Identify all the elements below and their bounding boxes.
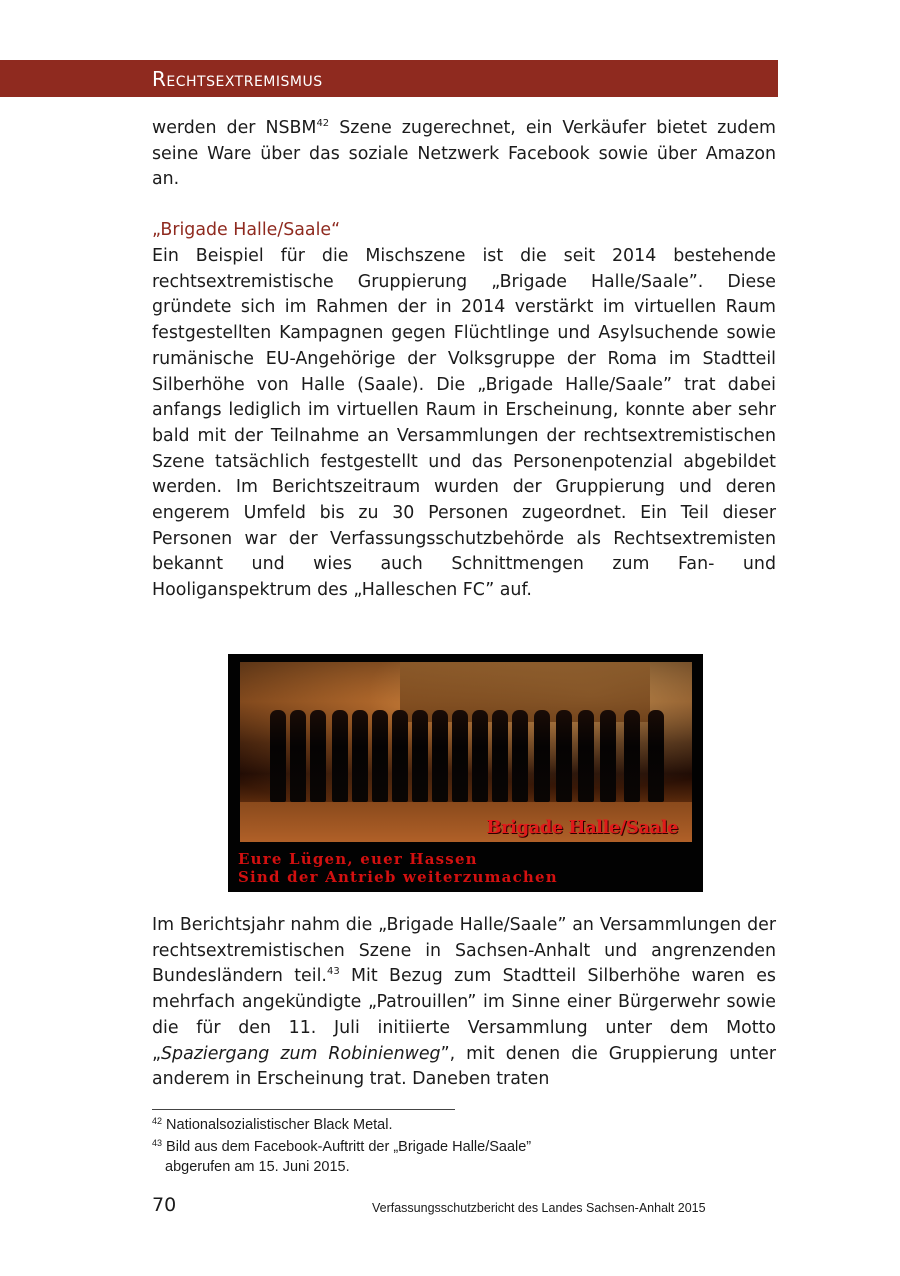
photo-person [492, 710, 508, 802]
photo-person [624, 710, 640, 802]
footnote-42 [152, 1115, 393, 1135]
photo-person [452, 710, 468, 802]
footnote-text: Bild aus dem Facebook-Auftritt der „Brigade Halle/Saale” [166, 1139, 532, 1155]
photo-person [648, 710, 664, 802]
photo-person [270, 710, 286, 802]
footnote-text: Nationalsozialistischer Black Metal. [166, 1117, 393, 1133]
photo-person [372, 710, 388, 802]
page-number: 70 [152, 1194, 177, 1216]
photo-brigade-label: Brigade Halle/Saale [486, 817, 678, 838]
photo-person [556, 710, 572, 802]
chapter-title: Rechtsextremismus [152, 67, 323, 91]
photo-scene [240, 662, 692, 842]
photo-person [512, 710, 528, 802]
photo-person [472, 710, 488, 802]
photo-person [392, 710, 408, 802]
photo-person [534, 710, 550, 802]
chapter-header-bar [0, 60, 778, 97]
photo-person [352, 710, 368, 802]
photo-person [600, 710, 616, 802]
photo-person [332, 710, 348, 802]
footnote-43 [152, 1137, 531, 1177]
footnote-number: 42 [152, 1116, 163, 1126]
paragraph-text: Im Berichtsjahr nahm die „Brigade Halle/Saale” an Versammlungen der rechtsextremistischen Szene in Sachsen-Anhalt und angrenzenden Bundesländern teil. [152, 915, 776, 987]
footnote-ref-42: 42 [316, 118, 330, 129]
photo-person [578, 710, 594, 802]
paragraph-intro [152, 116, 776, 193]
footnote-ref-43: 43 [326, 966, 340, 978]
photo-person [412, 710, 428, 802]
photo-person [432, 710, 448, 802]
paragraph-text: ”, mit denen die Gruppierung unter anderem in Erscheinung trat. Daneben traten [152, 1043, 776, 1090]
photo-caption [238, 850, 698, 886]
paragraph-text: Szene zugerechnet, ein Verkäufer bietet zudem seine Ware über das soziale Netzwerk Facebook sowie über Amazon an. [152, 118, 776, 190]
section-subheading: „Brigade Halle/Saale“ [152, 220, 341, 240]
paragraph-brigade: Ein Beispiel für die Mischszene ist die seit 2014 bestehende rechtsextremistische Gruppierung „Brigade Halle/Saale”. Diese gründete sich im Rahmen der in 2014 verstärkt im virtuellen Raum festgestellten Kampagnen gegen Flüchtlinge und Asylsuchende sowie rumänische EU-Angehörige der Volksgruppe der Roma im Stadtteil Silberhöhe von Halle (Saale). Die „Brigade Halle/Saale” trat dabei anfangs lediglich im virtuellen Raum in Erscheinung, konnte aber sehr bald mit der Teilnahme an Versammlungen der rechtsextremistischen Szene tatsächlich festgestellt und das Personenpotenzial abgebildet werden. Im Berichtszeitraum wurden der Gruppierung und deren engerem Umfeld bis zu 30 Personen zugeordnet. Ein Teil dieser Personen war der Verfassungsschutzbehörde als Rechtsextremisten bekannt und wies auch Schnittmengen zum Fan- und Hooliganspektrum des „Halleschen FC” auf. [152, 246, 776, 601]
footnote-text-continued: abgerufen am 15. Juni 2015. [165, 1159, 350, 1175]
photo-person [310, 710, 326, 802]
brigade-photo [228, 654, 703, 892]
footnote-number: 43 [152, 1138, 163, 1148]
motto-italic: Spaziergang zum Robinienweg [161, 1043, 441, 1064]
photo-caption-line-2: Sind der Antrieb weiterzumachen [238, 868, 558, 886]
running-footer: Verfassungsschutzbericht des Landes Sachsen-Anhalt 2015 [372, 1201, 706, 1215]
footnote-divider [152, 1109, 455, 1110]
photo-person [290, 710, 306, 802]
paragraph-activities [152, 913, 776, 1093]
paragraph-text: werden der NSBM [152, 118, 317, 138]
paragraph-text: Mit Bezug zum Stadtteil Silberhöhe waren es mehrfach angekündigte „Patrouillen” im Sinne einer Bürgerwehr sowie die für den 11. Juli initiierte Versammlung unter dem Motto „ [152, 966, 776, 1064]
photo-caption-line-1: Eure Lügen, euer Hassen [238, 850, 478, 868]
